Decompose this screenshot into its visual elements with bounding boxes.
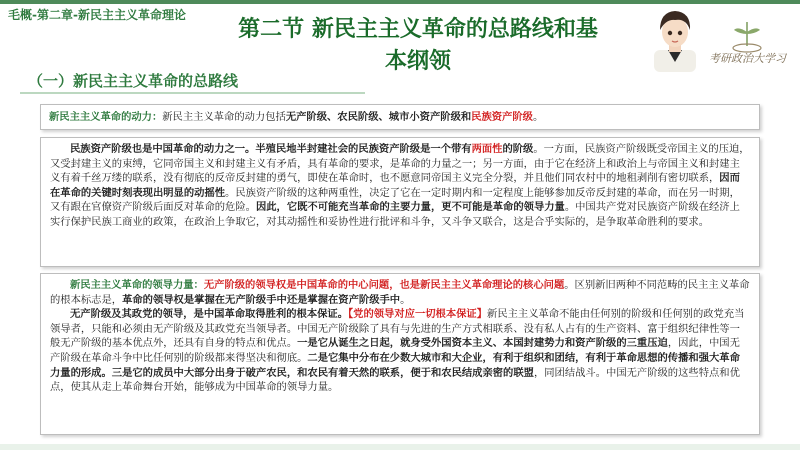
logo-text: 考研政治大学习 bbox=[709, 52, 786, 65]
card3-highlight-1: 无产阶级的领导权是中国革命的中心问题，也是新民主主义革命理论的核心问题 bbox=[203, 279, 565, 291]
card3-highlight-2: 【党的领导对应一切根本保证】 bbox=[348, 308, 488, 321]
card1-label: 新民主主义革命的动力： bbox=[49, 111, 163, 123]
card1-text: 新民主主义革命的动力包括 bbox=[162, 111, 286, 123]
card2-bold-1: 民族资产阶级也是中国革命的动力之一。半殖民地半封建社会的民族资产阶级是一个带有 bbox=[70, 143, 472, 155]
card1-bold: 无产阶级、农民阶级、城市小资产阶级和 bbox=[285, 111, 472, 123]
card-motive-force bbox=[40, 104, 760, 130]
card3-bold-3: 一是它从诞生之日起，就身受外国资本主义、本国封建势力和资产阶级的三重压迫 bbox=[297, 337, 668, 350]
card3-bold-1: 革命的领导权是掌握在无产阶级手中还是掌握在资产阶级手中 bbox=[122, 293, 401, 306]
card2-bold-4: 因此，它既不可能充当革命的主要力量，更不可能是革命的领导力量 bbox=[255, 201, 565, 214]
breadcrumb: 毛概-第二章-新民主主义革命理论 bbox=[8, 8, 186, 22]
card3-text-3: 新民主主义革命不能由任何别的阶级和任何别的政党充当领导者，只能和必须由无产阶级及其政党充当领导者。中国无产阶级除了具有与先进的生产方式相联系、没有私人占有的生产资料、富于组织纪律性等一般无产阶级的基本优点外，还具有自身的特点和优点。 bbox=[50, 308, 745, 350]
card2-highlight: 两面性 bbox=[471, 143, 503, 155]
page-title-line2: 本纲领 bbox=[384, 49, 451, 74]
card2-text-1: 。一方面，民族资产阶级既受帝国主义的压迫，又受封建主义的束缚，它同帝国主义和封建主义有矛盾，具有革命的要求，是革命的力量之一；另一方面，由于它在经济上和政治上与帝国主义和封建主义有着千丝万缕的联系，没有彻底的反帝反封建的勇气，即使在革命时，也不愿意同帝国主义完全分裂，并且他们同农村中的地租剥削有密切联系， bbox=[50, 143, 750, 185]
top-accent-line bbox=[0, 0, 800, 4]
avatar-illustration bbox=[650, 6, 700, 72]
card3-text-4: ，因此，中国无产阶级在革命斗争中比任何别的阶级都来得坚决和彻底。 bbox=[50, 337, 740, 364]
card1-highlight: 民族资产阶级 bbox=[471, 111, 533, 123]
card3-label: 新民主主义革命的领导力量： bbox=[70, 279, 204, 291]
card2-text-3: 。中国共产党对民族资产阶级在经济上实行保护民族工商业的政策，在政治上争取它，对其动摇性和妥协性进行批评和斗争，又斗争又联合，这是合乎实际的，是争取革命胜利的要求。 bbox=[50, 201, 740, 228]
card2-bold-2: 的阶级 bbox=[502, 143, 534, 155]
section-divider bbox=[20, 92, 365, 94]
card2-text-2: 。民族资产阶级的这种两重性，决定了它在一定时期内和一定程度上能够参加反帝反封建的革命，而在另一时期，又有跟在官僚资产阶级后面反对革命的危险。 bbox=[50, 186, 740, 214]
page-title bbox=[208, 14, 628, 78]
card3-text-5: ，同团结战斗。中国无产阶级的这些特点和优点，使其从走上革命舞台开始，能够成为中国革命的领导力量。 bbox=[50, 366, 740, 394]
page-title-line1: 第二节 新民主主义革命的总路线和基 bbox=[238, 17, 598, 42]
card2-bold-3: 因而在革命的关键时刻表现出明显的动摇性 bbox=[50, 172, 740, 199]
card3-bold-2: 无产阶级及其政党的领导，是中国革命取得胜利的根本保证。 bbox=[70, 308, 349, 321]
card3-bold-4: 二是它集中分布在少数大城市和大企业，有利于组织和团结，有利于革命思想的传播和强大革命力量的形成。三是它的成员中大部分出身于破产农民，和农民有着天然的联系，便于和农民结成亲密的联盟 bbox=[50, 351, 740, 379]
card3-text-1: 。区别新旧两种不同范畴的民主主义革命的根本标志是， bbox=[50, 279, 750, 306]
card1-end: 。 bbox=[532, 111, 544, 123]
card-leadership bbox=[40, 273, 760, 435]
section-heading: （一）新民主主义革命的总路线 bbox=[28, 72, 239, 90]
bottom-bar bbox=[0, 444, 800, 450]
card-national-bourgeoisie bbox=[40, 137, 760, 267]
card3-text-2: 。 bbox=[400, 293, 411, 306]
